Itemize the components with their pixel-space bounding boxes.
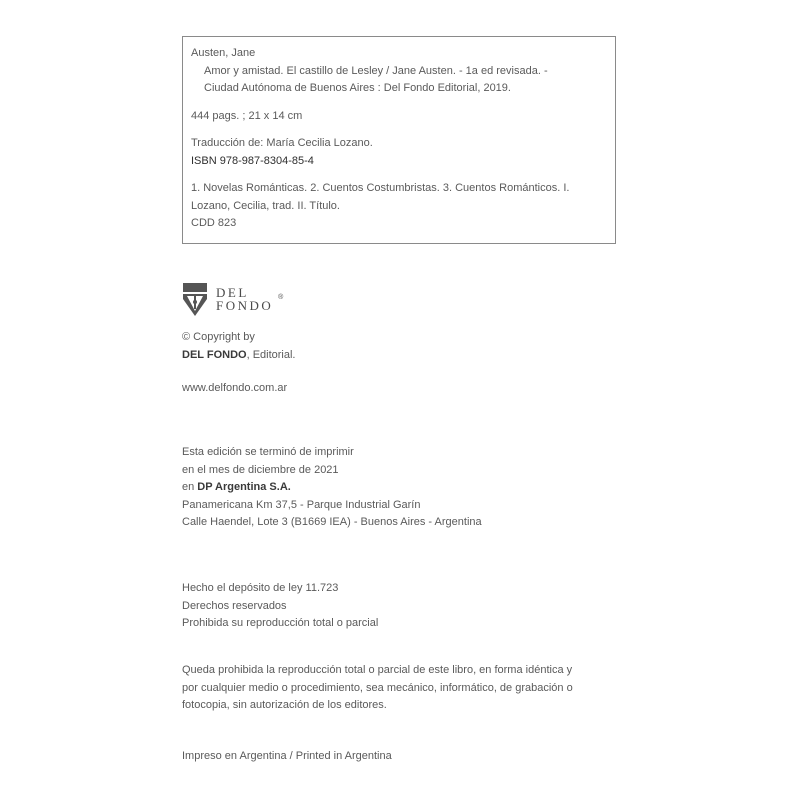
website-block (182, 380, 287, 398)
publisher-logo (182, 279, 284, 319)
pen-nib-icon (182, 281, 208, 317)
legal-line-1: Hecho el depósito de ley 11.723 (182, 582, 339, 594)
notice-block (182, 662, 573, 715)
cip-pages: 444 pags. ; 21 x 14 cm (191, 109, 303, 122)
notice-line-1: Queda prohibida la reproducción total o parcial de este libro, en forma idéntica y (182, 664, 573, 676)
publisher-suffix: , Editorial. (246, 348, 296, 361)
cip-translation: Traducción de: María Cecilia Lozano. (191, 137, 373, 149)
cip-subjects-2: Lozano, Cecilia, trad. II. Título. (191, 199, 340, 212)
cip-author: Austen, Jane (191, 47, 256, 59)
legal-line-2: Derechos reservados (182, 599, 287, 612)
printing-line-3 (182, 479, 482, 497)
printing-line-1: Esta edición se terminó de imprimir (182, 446, 354, 458)
website-link[interactable]: www.delfondo.com.ar (182, 382, 288, 394)
cip-publisher-line: Ciudad Autónoma de Buenos Aires : Del Fondo Editorial, 2019. (204, 82, 511, 94)
cip-cdd: CDD 823 (191, 217, 237, 229)
notice-line-2: por cualquier medio o procedimiento, sea mecánico, informático, de grabación o (182, 681, 573, 694)
cataloging-box (182, 36, 616, 244)
cip-subjects-1: 1. Novelas Románticas. 2. Cuentos Costumbristas. 3. Cuentos Románticos. I. (191, 182, 570, 194)
publisher-name: DEL FONDO (182, 348, 247, 361)
printer-name: DP Argentina S.A. (197, 481, 291, 494)
logo-line-2: FONDO (216, 298, 274, 313)
printed-in-line: Impreso en Argentina / Printed in Argentina (182, 750, 392, 762)
logo-wordmark (216, 285, 284, 313)
printing-line-2: en el mes de diciembre de 2021 (182, 463, 339, 476)
printed-in-block (182, 748, 392, 766)
cip-title-line: Amor y amistad. El castillo de Lesley / Jane Austen. - 1a ed revisada. - (204, 64, 548, 77)
legal-block (182, 580, 378, 633)
copyright-line: © Copyright by (182, 331, 255, 343)
printing-line-5: Calle Haendel, Lote 3 (B1669 IEA) - Buenos Aires - Argentina (182, 516, 482, 529)
printing-block (182, 444, 482, 532)
printing-prefix: en (182, 481, 198, 494)
registered-mark: ® (278, 294, 284, 301)
logo-line-1: DEL (216, 285, 249, 300)
copyright-block (182, 329, 296, 364)
printing-line-4: Panamericana Km 37,5 - Parque Industrial Garín (182, 498, 421, 511)
legal-line-3: Prohibida su reproducción total o parcial (182, 617, 379, 630)
copyright-publisher (182, 347, 296, 365)
notice-line-3: fotocopia, sin autorización de los editores. (182, 699, 387, 712)
cip-isbn: ISBN 978-987-8304-85-4 (191, 154, 314, 167)
